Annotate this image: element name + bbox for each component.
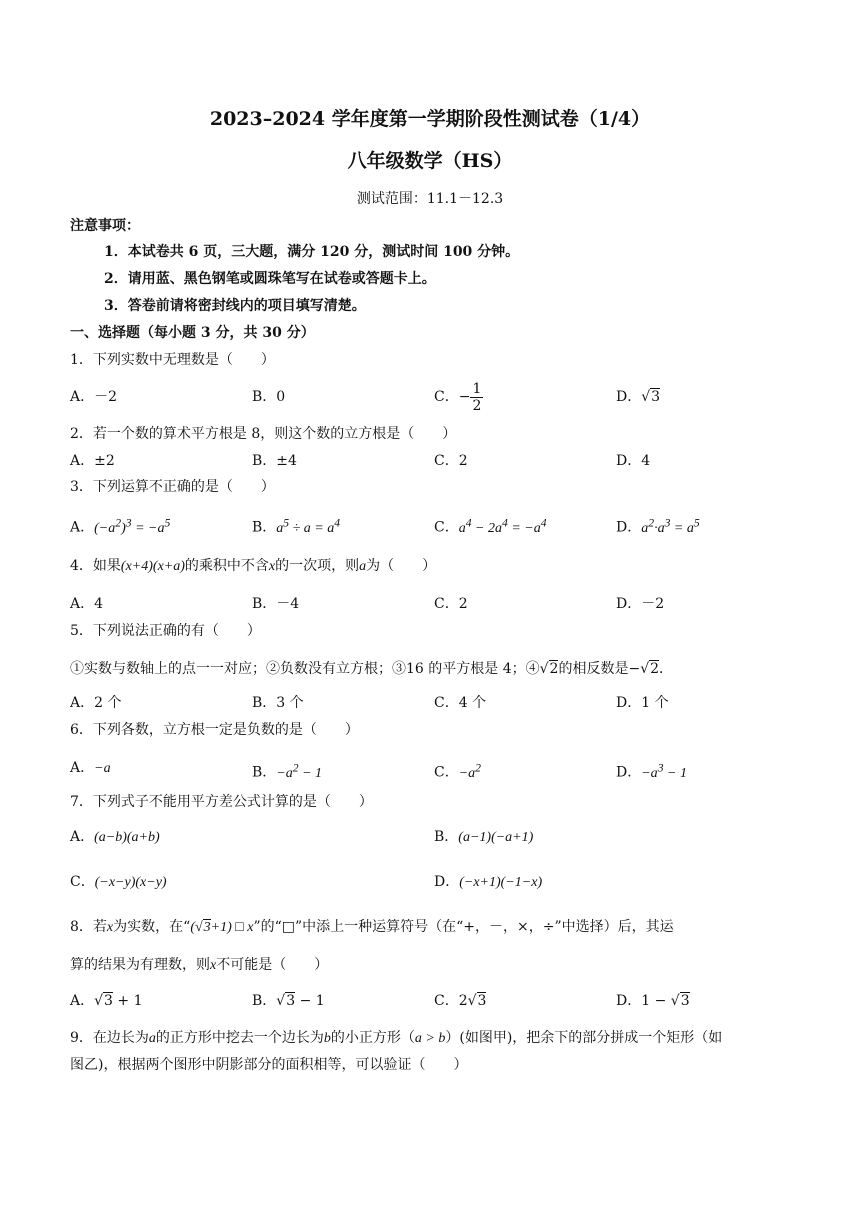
option-d: D．(−x+1)(−1−x) <box>434 874 543 890</box>
option-a: A．－2 <box>70 389 118 405</box>
option-b: B．－4 <box>252 596 300 612</box>
question-stem: 1．下列实数中无理数是（ ） <box>70 352 275 368</box>
option-c: C．(−x−y)(x−y) <box>70 874 167 890</box>
question-stem: 6．下列各数，立方根一定是负数的是（ ） <box>70 722 359 738</box>
note-item: 3．答卷前请将密封线内的项目填写清楚。 <box>104 298 366 314</box>
option-c: C．4 个 <box>434 695 487 711</box>
question-stem: 2．若一个数的算术平方根是 8，则这个数的立方根是（ ） <box>70 426 457 442</box>
option-b: B．$-a^2 - 1$ <box>252 761 323 781</box>
option-c: C．− $\frac{1}{2}$ <box>434 380 482 414</box>
test-range: 测试范围：11.1－12.3 <box>356 191 504 207</box>
option-b: B．$a^5 \div a = a^4$ <box>252 516 341 536</box>
question-stem-cont: 图乙)，根据两个图形中阴影部分的面积相等，可以验证（ ） <box>70 1057 468 1073</box>
option-b: B．3 个 <box>252 695 304 711</box>
option-b: B．(a−1)(−a+1) <box>434 829 534 845</box>
option-a: A．±2 <box>70 453 115 469</box>
option-d: D．$a^2\cdot a^3 = a^5$ <box>616 516 700 536</box>
option-b: B．0 <box>252 389 286 405</box>
exam-subject: 八年级数学（HS） <box>347 150 513 172</box>
option-c: C．2 <box>434 596 468 612</box>
option-a: A．−a <box>70 760 111 776</box>
option-a: A．√3 + 1 <box>70 993 143 1009</box>
option-a: A．$(-a^2)^3 = -a^5$ <box>70 516 171 536</box>
question-stem-cont: 算的结果为有理数，则x不可能是（ ） <box>70 957 329 973</box>
option-d: D．1 − √3 <box>616 993 690 1009</box>
notes-heading: 注意事项： <box>70 218 140 234</box>
question-stem: 3．下列运算不正确的是（ ） <box>70 479 275 495</box>
option-c: C．$-a^2$ <box>434 761 481 781</box>
question-stem: 4．如果(x+4)(x+a)的乘积中不含x的一次项，则a为（ ） <box>70 558 437 574</box>
option-a: A．4 <box>70 596 104 612</box>
question-stem: 5．下列说法正确的有（ ） <box>70 623 261 639</box>
exam-title: 2023–2024 学年度第一学期阶段性测试卷（1/4） <box>209 108 651 130</box>
option-d: D．1 个 <box>616 695 669 711</box>
option-d: D．√3 <box>616 389 661 405</box>
option-c: C．$a^4 - 2a^4 = -a^4$ <box>434 516 547 536</box>
option-c: C．2√3 <box>434 993 487 1009</box>
section-heading: 一、选择题（每小题 3 分，共 30 分） <box>70 325 315 341</box>
option-c: C．2 <box>434 453 468 469</box>
option-d: D．4 <box>616 453 651 469</box>
fraction: $\frac{1}{2}$ <box>472 380 482 414</box>
option-d: D．－2 <box>616 596 665 612</box>
note-item: 1．本试卷共 6 页，三大题，满分 120 分，测试时间 100 分钟。 <box>104 244 520 260</box>
statement-line: ①实数与数轴上的点一一对应；②负数没有立方根；③16 的平方根是 4；④√2的相反数是−√2． <box>70 661 674 677</box>
option-b: B．√3 − 1 <box>252 993 325 1009</box>
note-item: 2．请用蓝、黑色钢笔或圆珠笔写在试卷或答题卡上。 <box>104 271 436 287</box>
question-stem: 9．在边长为a的正方形中挖去一个边长为b的小正方形（a > b）(如图甲)，把余下的部分拼成一个矩形（如 <box>70 1030 723 1046</box>
option-a: A．2 个 <box>70 695 122 711</box>
option-d: D．$-a^3 - 1$ <box>616 761 687 781</box>
option-a: A．(a−b)(a+b) <box>70 829 160 845</box>
question-stem: 7．下列式子不能用平方差公式计算的是（ ） <box>70 794 373 810</box>
question-stem: 8．若x为实数，在“(√3+1) □ x”的“□”中添上一种运算符号（在“+，－，×，÷”中选择）后，其运 <box>70 919 674 935</box>
option-b: B．±4 <box>252 453 297 469</box>
